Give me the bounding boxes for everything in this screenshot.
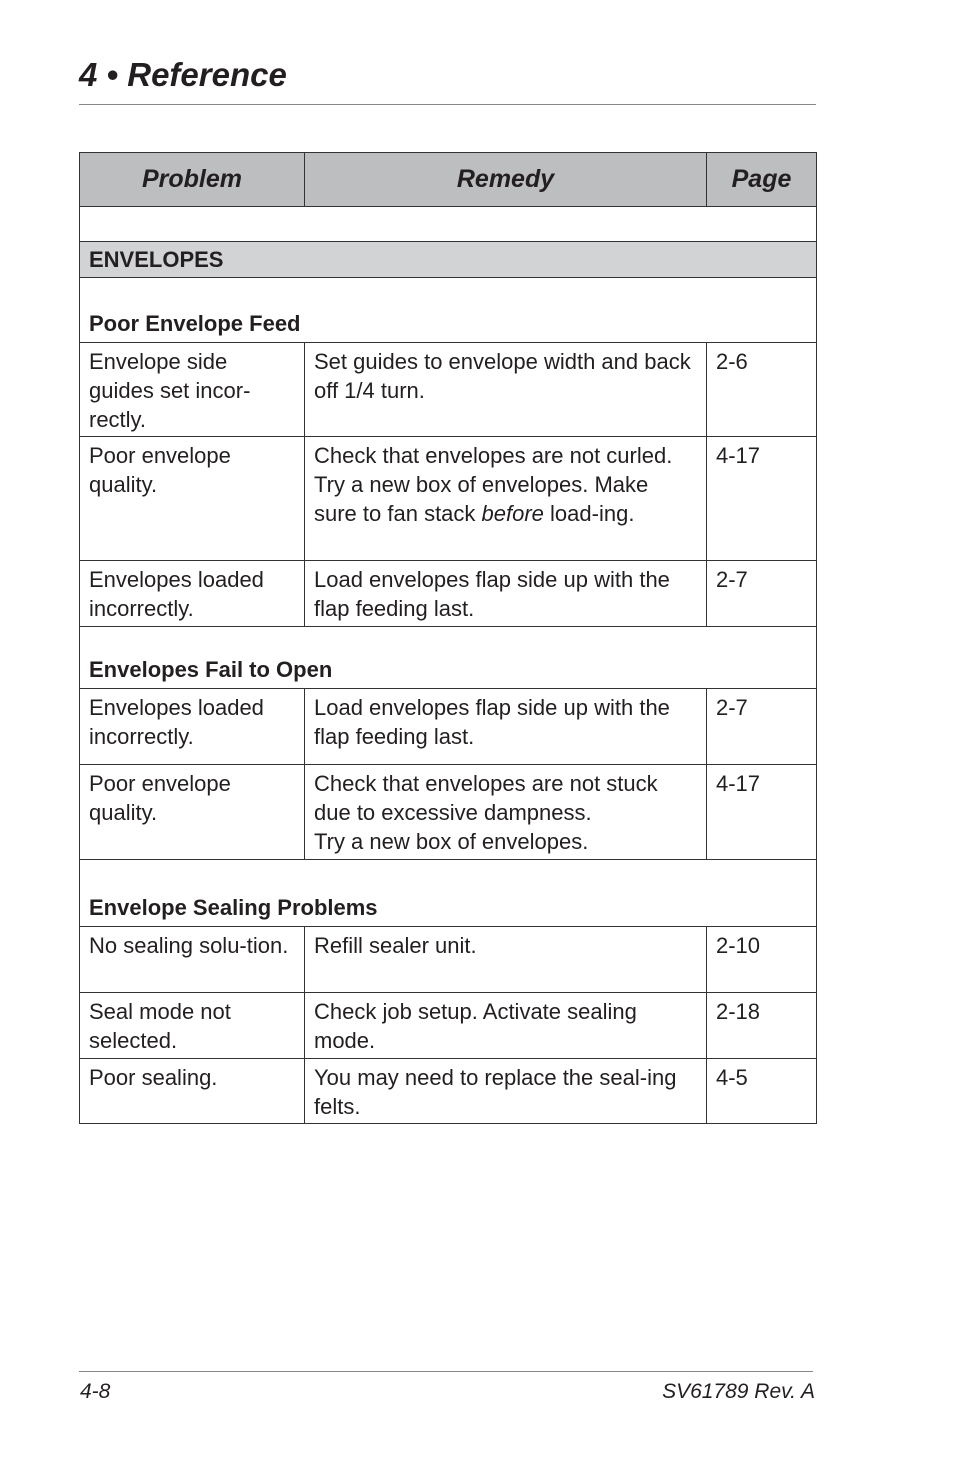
page-ref-cell: 2-10 [707, 927, 817, 993]
section-title: Poor Envelope Feed [80, 278, 817, 343]
remedy-emphasis: before [481, 501, 544, 526]
table-row [80, 927, 817, 993]
table-row [80, 765, 817, 860]
table-header-row [80, 153, 817, 207]
page-ref-cell: 2-7 [707, 689, 817, 765]
remedy-cell: Load envelopes flap side up with the flap feeding last. [305, 561, 707, 627]
page-ref-cell: 2-18 [707, 993, 817, 1059]
footer-page-number: 4-8 [80, 1380, 111, 1403]
remedy-cell: You may need to replace the seal-ing felts. [305, 1059, 707, 1124]
header-page: Page [707, 153, 817, 207]
table-row [80, 1059, 817, 1124]
page-ref-cell: 4-17 [707, 437, 817, 561]
section-title: Envelopes Fail to Open [80, 627, 817, 689]
section-title: Envelope Sealing Problems [80, 860, 817, 927]
remedy-line: Check that envelopes are not stuck due to excessive dampness. [314, 771, 658, 825]
page-ref-cell: 2-6 [707, 343, 817, 437]
remedy-cell: Set guides to envelope width and back off 1/4 turn. [305, 343, 707, 437]
table-row [80, 561, 817, 627]
remedy-cell: Check job setup. Activate sealing mode. [305, 993, 707, 1059]
problem-cell: Envelopes loaded incorrectly. [80, 561, 305, 627]
spacer-row [80, 207, 817, 242]
header-problem: Problem [80, 153, 305, 207]
table-row [80, 993, 817, 1059]
footer-doc-id: SV61789 Rev. A [662, 1380, 815, 1403]
table-row [80, 343, 817, 437]
page-ref-cell: 4-17 [707, 765, 817, 860]
problem-cell: Poor envelope quality. [80, 437, 305, 561]
section-header-row [80, 278, 817, 343]
remedy-text: Check that envelopes are not curled. Try a new box of envelopes. Make sure to fan stack [314, 443, 673, 526]
title-divider [79, 104, 816, 105]
remedy-cell [305, 765, 707, 860]
remedy-cell: Refill sealer unit. [305, 927, 707, 993]
remedy-text: load-ing. [543, 501, 635, 526]
page-ref-cell: 2-7 [707, 561, 817, 627]
remedy-line: Try a new box of envelopes. [314, 829, 589, 854]
problem-cell: Envelope side guides set incor-rectly. [80, 343, 305, 437]
page-ref-cell: 4-5 [707, 1059, 817, 1124]
remedy-cell: Load envelopes flap side up with the flap feeding last. [305, 689, 707, 765]
header-remedy: Remedy [305, 153, 707, 207]
footer-divider [79, 1371, 813, 1372]
category-row [80, 242, 817, 278]
problem-cell: Envelopes loaded incorrectly. [80, 689, 305, 765]
page-title: 4 • Reference [79, 56, 287, 93]
remedy-cell [305, 437, 707, 561]
problem-cell: Poor envelope quality. [80, 765, 305, 860]
problem-cell: Poor sealing. [80, 1059, 305, 1124]
troubleshooting-table [79, 152, 817, 1124]
section-header-row [80, 860, 817, 927]
table-row [80, 689, 817, 765]
section-header-row [80, 627, 817, 689]
category-label: ENVELOPES [80, 242, 817, 278]
table-row [80, 437, 817, 561]
problem-cell: Seal mode not selected. [80, 993, 305, 1059]
problem-cell: No sealing solu-tion. [80, 927, 305, 993]
